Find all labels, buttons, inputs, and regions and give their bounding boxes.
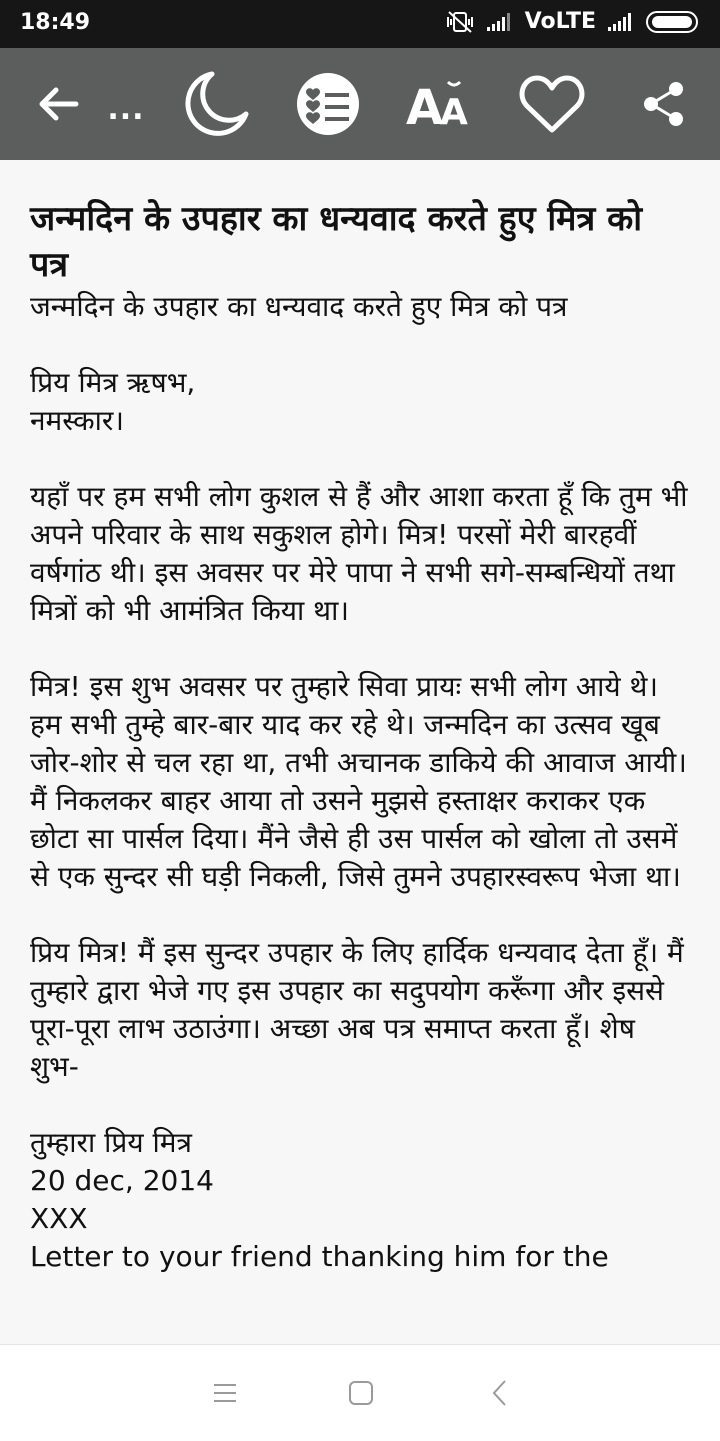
night-mode-button[interactable] <box>178 48 254 160</box>
status-icons <box>445 9 700 34</box>
heart-list-icon <box>296 72 360 136</box>
article-title: जन्मदिन के उपहार का धन्यवाद करते हुए मित्र को पत्र <box>30 199 643 285</box>
status-bar <box>0 0 720 48</box>
more-label: ... <box>107 91 145 127</box>
back-chevron-icon <box>490 1379 510 1411</box>
battery-icon <box>646 10 700 34</box>
article-subtitle: जन्मदिन के उपहार का धन्यवाद करते हुए मित्र को पत्र <box>30 290 568 323</box>
favorite-button[interactable] <box>516 48 588 160</box>
back-arrow-icon <box>36 84 80 124</box>
english-title: Letter to your friend thanking him for the <box>30 1240 609 1273</box>
signal-icon <box>606 11 636 33</box>
system-nav-bar <box>0 1344 720 1441</box>
heart-icon <box>519 74 585 134</box>
salutation-line-2: नमस्कार। <box>30 404 124 437</box>
home-button[interactable] <box>341 1375 381 1415</box>
font-size-button[interactable] <box>404 48 476 160</box>
network-label: VoLTE <box>524 9 596 34</box>
salutation-line-1: प्रिय मित्र ऋषभ, <box>30 366 196 399</box>
paragraph-3: प्रिय मित्र! मैं इस सुन्दर उपहार के लिए हार्दिक धन्यवाद देता हूँ। मैं तुम्हारे द्वारा भेजे गए इस उपहार का सदुपयोग करूँगा और इससे पूरा-पूरा लाभ उठाउंगा। अच्छा अब पत्र समाप्त करता हूँ। शेष शुभ- <box>30 936 684 1083</box>
paragraph-2: मित्र! इस शुभ अवसर पर तुम्हारे सिवा प्रायः सभी लोग आये थे। हम सभी तुम्हे बार-बार याद कर रहे थे। जन्मदिन का उत्सव खूब जोर-शोर से चल रहा था, तभी अचानक डाकिये की आवाज आयी। मैं निकलकर बाहर आया तो उसने मुझसे हस्ताक्षर कराकर एक छोटा सा पार्सल दिया। मैंने जैसे ही उस पार्सल को खोला तो उसमें से एक सुन्दर सी घड़ी निकली, जिसे तुमने उपहारस्वरूप भेजा था। <box>30 670 687 893</box>
svg-text:A: A <box>406 80 444 130</box>
share-icon <box>642 81 686 127</box>
article-content[interactable] <box>0 160 720 1344</box>
font-size-icon <box>406 78 474 130</box>
svg-text:A: A <box>440 92 468 130</box>
letter-date: 20 dec, 2014 <box>30 1164 214 1197</box>
menu-icon <box>212 1382 238 1408</box>
more-button[interactable] <box>106 48 146 160</box>
nav-back-button[interactable] <box>480 1375 520 1415</box>
back-button[interactable] <box>28 48 88 160</box>
favorites-list-button[interactable] <box>294 48 362 160</box>
signature: XXX <box>30 1202 88 1235</box>
article-body <box>30 288 690 1276</box>
status-time: 18:49 <box>20 10 91 35</box>
share-button[interactable] <box>638 48 690 160</box>
paragraph-1: यहाँ पर हम सभी लोग कुशल से हैं और आशा करता हूँ कि तुम भी अपने परिवार के साथ सकुशल होगे। मित्र! परसों मेरी बारहवीं वर्षगांठ थी। इस अवसर पर मेरे पापा ने सभी सगे-सम्बन्धियों तथा मित्रों को भी आमंत्रित किया था। <box>30 480 688 627</box>
signal-icon <box>485 11 515 33</box>
moon-icon <box>182 70 250 138</box>
closing-line: तुम्हारा प्रिय मित्र <box>30 1126 192 1159</box>
recent-apps-button[interactable] <box>205 1375 245 1415</box>
reader-toolbar <box>0 48 720 160</box>
home-square-icon <box>348 1380 374 1410</box>
vibrate-off-icon <box>445 10 475 34</box>
